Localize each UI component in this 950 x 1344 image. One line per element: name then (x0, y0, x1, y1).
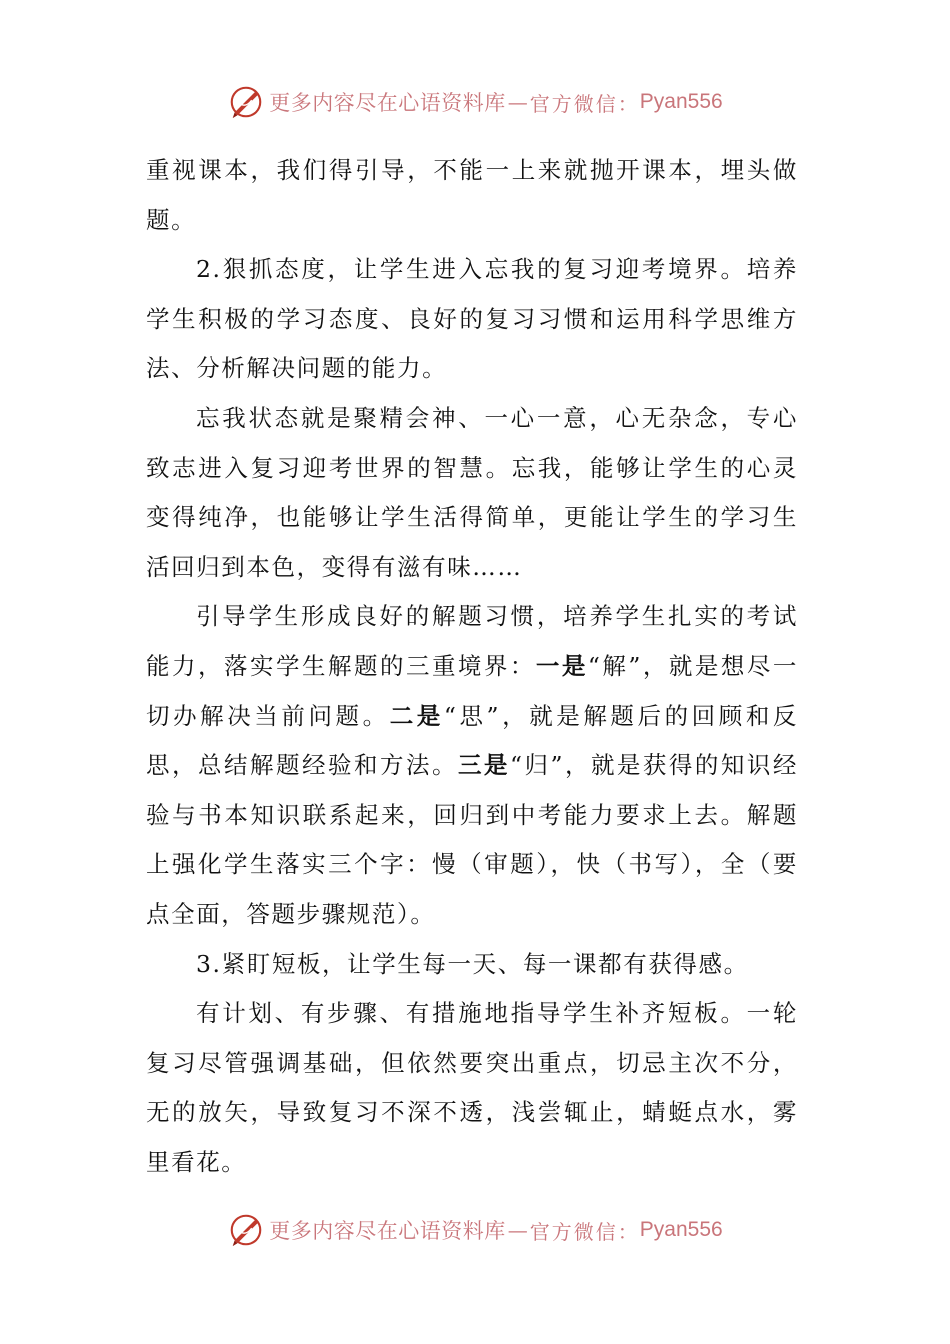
document-body (146, 146, 798, 1187)
site-name-text: 更多内容尽在心语资料库 (269, 91, 506, 115)
p4-bold-3: 三是 (457, 751, 510, 780)
paragraph-6: 有计划、有步骤、有措施地指导学生补齐短板。一轮复习尽管强调基础，但依然要突出重点，切忌主次不分，无的放矢，导致复习不深不透，浅尝辄止，蜻蜓点水，雾里看花。 (146, 999, 798, 1176)
p4-text-2: “解”，就是想尽一切办解决当前问题。 (146, 651, 799, 730)
banner-separator: — (507, 90, 528, 114)
paragraph-3: 忘我状态就是聚精会神、一心一意，心无杂念，专心致志进入复习迎考世界的智慧。忘我，能够让学生的心灵变得纯净，也能够让学生活得简单，更能让学生的学习生活回归到本色，变得有滋有味…… (146, 403, 798, 581)
wechat-label: 官方微信： (529, 91, 640, 116)
paragraph-5: 3.紧盯短板，让学生每一天、每一课都有获得感。 (196, 949, 749, 978)
p4-text-3: “思”，就是解题后的回顾和反思，总结解题经验和方法。 (146, 701, 798, 780)
p4-text-1: 引导学生形成良好的解题习惯，培养学生扎实的考试能力，落实学生解题的三重境界： (146, 602, 798, 680)
pen-logo-icon (227, 83, 265, 121)
footer-watermark-banner (0, 1208, 950, 1252)
pen-logo-icon (227, 1211, 265, 1249)
paragraph-2: 2.狠抓态度，让学生进入忘我的复习迎考境界。培养学生积极的学习态度、良好的复习习惯和运用科学思维方法、分析解决问题的能力。 (146, 255, 798, 383)
p4-bold-1: 一是 (535, 651, 588, 680)
wechat-id: Pyan556 (639, 90, 723, 113)
banner-separator: — (507, 1218, 528, 1242)
paragraph-1: 重视课本，我们得引导，不能一上来就抛开课本，埋头做题。 (146, 156, 798, 234)
paragraph-4 (146, 592, 798, 939)
site-name-text: 更多内容尽在心语资料库 (269, 1219, 506, 1243)
p4-text-4: “归”，就是获得的知识经验与书本知识联系起来，回归到中考能力要求上去。解题上强化学生落实三个字：慢（审题），快（书写），全（要点全面，答题步骤规范）。 (146, 751, 799, 928)
header-watermark-banner (0, 80, 950, 124)
p4-bold-2: 二是 (389, 701, 444, 730)
wechat-label: 官方微信： (529, 1219, 640, 1244)
wechat-id: Pyan556 (639, 1218, 723, 1241)
